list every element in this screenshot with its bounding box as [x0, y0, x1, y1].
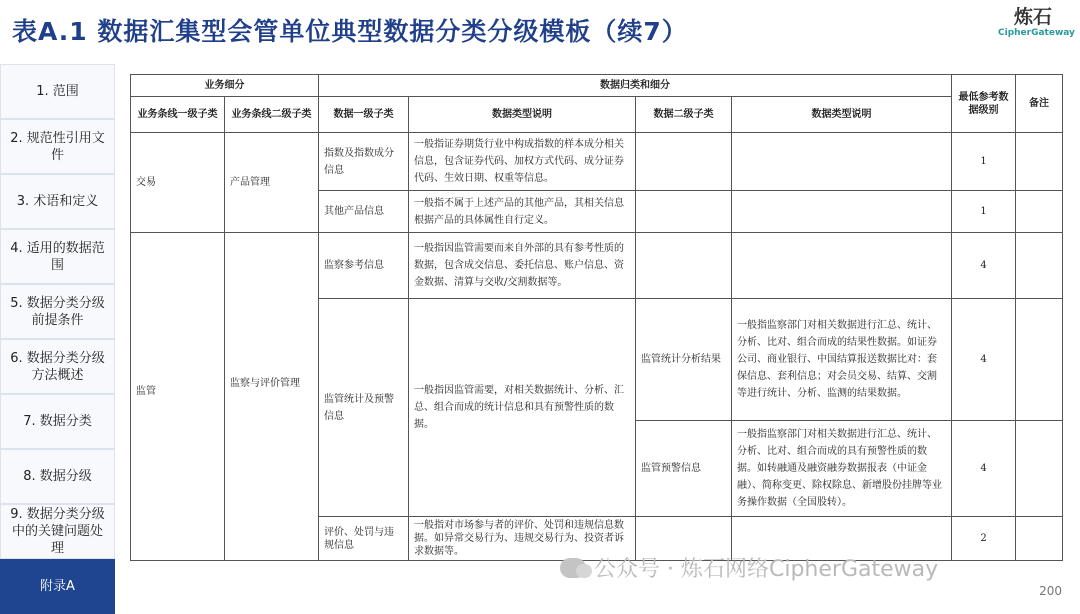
sidebar-item-label: 2. 规范性引用文件: [10, 130, 105, 163]
cell-desc1: 一般指因监管需要而来自外部的具有参考性质的数据，包含成交信息、委托信息、账户信息、资金数据、清算与交收/交割数据等。: [409, 233, 636, 299]
sidebar-item-label: 附录A: [40, 579, 75, 594]
sidebar-item-key-issues[interactable]: [0, 504, 115, 559]
page-title: 表A.1 数据汇集型会管单位典型数据分类分级模板（续7）: [12, 17, 688, 46]
cell-desc1: 一般指不属于上述产品的其他产品，其相关信息根据产品的具体属性自行定义。: [409, 191, 636, 233]
cell-desc1: 一般指因监管需要，对相关数据统计、分析、汇总、组合而成的统计信息和具有预警性质的数据。: [409, 299, 636, 517]
table-row: [131, 233, 1063, 299]
sidebar-item-appendix-a[interactable]: [0, 559, 115, 614]
cell-data1: 指数及指数成分信息: [319, 133, 409, 191]
cell-desc1: 一般指对市场参与者的评价、处罚和违规信息数据。如异常交易行为、违规交易行为、投资者诉求数据等。: [409, 517, 636, 561]
sidebar-item-label: 5. 数据分类分级前提条件: [10, 295, 105, 328]
sidebar-nav: [0, 64, 115, 614]
cell-biz2: 监察与评价管理: [225, 233, 319, 561]
cell-data2: [636, 233, 732, 299]
sidebar-item-label: 7. 数据分类: [23, 414, 92, 429]
sidebar-item-label: 3. 术语和定义: [16, 194, 99, 209]
header-classification: 数据归类和细分: [319, 75, 952, 97]
cell-remark: [1016, 233, 1063, 299]
cell-level: 2: [952, 517, 1016, 561]
cell-level: 4: [952, 299, 1016, 421]
cell-data1: 评价、处罚与违规信息: [319, 517, 409, 561]
sidebar-item-label: 9. 数据分类分级中的关键问题处理: [10, 507, 105, 556]
company-logo: [998, 6, 1075, 39]
header-remark: 备注: [1016, 75, 1063, 133]
header-business: 业务细分: [131, 75, 319, 97]
cell-data1: 其他产品信息: [319, 191, 409, 233]
cell-level: 4: [952, 233, 1016, 299]
cell-desc2: 一般指监察部门对相关数据进行汇总、统计、分析、比对、组合而成的具有预警性质的数据。如转融通及融资融券数据报表（中证金融）、简称变更、除权除息、新增股份挂牌等业务操作数据（全国股转）。: [732, 421, 952, 517]
header-biz-l1: 业务条线一级子类: [131, 97, 225, 133]
cell-desc2: [732, 233, 952, 299]
classification-table-container: [130, 74, 1062, 561]
watermark-text: 公众号 · 炼石网络CipherGateway: [594, 557, 939, 582]
cell-biz1: 监管: [131, 233, 225, 561]
sidebar-item-preconditions[interactable]: [0, 284, 115, 339]
logo-text-cn: 炼石: [1013, 6, 1052, 28]
logo-text-en: CipherGateway: [998, 28, 1075, 38]
table-row: [131, 133, 1063, 191]
sidebar-item-method-overview[interactable]: [0, 339, 115, 394]
watermark: [560, 552, 938, 583]
cell-data2: 监管统计分析结果: [636, 299, 732, 421]
cell-data1: 监察参考信息: [319, 233, 409, 299]
header-min-level: 最低参考数据级别: [952, 75, 1016, 133]
cell-data2: 监管预警信息: [636, 421, 732, 517]
cell-desc2: [732, 133, 952, 191]
wechat-icon: [560, 558, 586, 578]
sidebar-item-data-grading[interactable]: [0, 449, 115, 504]
cell-level: 1: [952, 191, 1016, 233]
cell-level: 4: [952, 421, 1016, 517]
cell-data2: [636, 133, 732, 191]
cell-desc2: 一般指监察部门对相关数据进行汇总、统计、分析、比对、组合而成的结果性数据。如证券公司、商业银行、中国结算报送数据比对：套保信息、套利信息；对会员交易、结算、交割等进行统计、分析、监测的结果数据。: [732, 299, 952, 421]
sidebar-item-normative-references[interactable]: [0, 119, 115, 174]
header-data-desc1: 数据类型说明: [409, 97, 636, 133]
sidebar-item-scope[interactable]: [0, 64, 115, 119]
sidebar-item-terms[interactable]: [0, 174, 115, 229]
cell-level: 1: [952, 133, 1016, 191]
sidebar-item-label: 8. 数据分级: [23, 469, 92, 484]
cell-data1: 监管统计及预警信息: [319, 299, 409, 517]
header-data-desc2: 数据类型说明: [732, 97, 952, 133]
sidebar-item-label: 6. 数据分类分级方法概述: [10, 350, 105, 383]
sidebar-item-data-classification[interactable]: [0, 394, 115, 449]
header-data-l1: 数据一级子类: [319, 97, 409, 133]
page-number: 200: [1039, 584, 1062, 598]
sidebar-item-label: 1. 范围: [36, 84, 79, 99]
cell-remark: [1016, 299, 1063, 421]
cell-biz2: 产品管理: [225, 133, 319, 233]
cell-biz1: 交易: [131, 133, 225, 233]
cell-desc2: [732, 191, 952, 233]
classification-table: [130, 74, 1063, 561]
cell-remark: [1016, 191, 1063, 233]
sidebar-item-data-scope[interactable]: [0, 229, 115, 284]
header-data-l2: 数据二级子类: [636, 97, 732, 133]
cell-remark: [1016, 133, 1063, 191]
cell-remark: [1016, 517, 1063, 561]
cell-remark: [1016, 421, 1063, 517]
header-biz-l2: 业务条线二级子类: [225, 97, 319, 133]
cell-desc1: 一般指证券期货行业中构成指数的样本成分相关信息，包含证券代码、加权方式代码、成分证券代码、生效日期、权重等信息。: [409, 133, 636, 191]
cell-data2: [636, 191, 732, 233]
sidebar-item-label: 4. 适用的数据范围: [10, 240, 105, 273]
